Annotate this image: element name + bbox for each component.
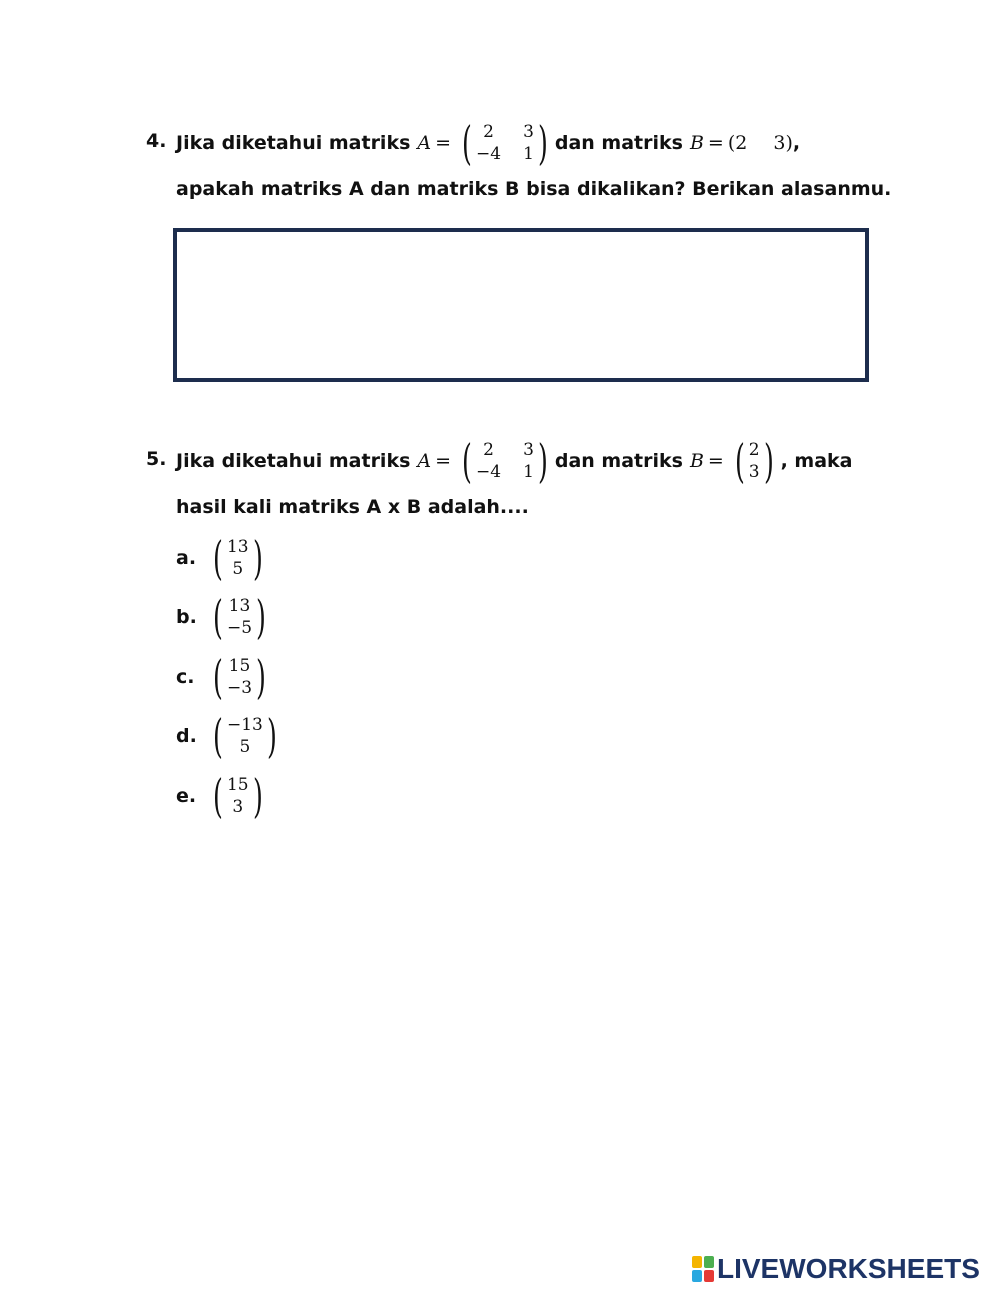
matrix-a: ( 2 3 −4 1 ) xyxy=(462,434,548,488)
option-b[interactable] xyxy=(176,590,273,644)
matrix-cell: 3 xyxy=(523,122,534,142)
equals-sign: = xyxy=(435,132,452,154)
option-label: a. xyxy=(176,547,197,569)
matrix-cell: 5 xyxy=(239,737,251,757)
punctuation: , xyxy=(792,132,801,154)
matrix-cell: 1 xyxy=(523,144,534,164)
question-text: Jika diketahui matriks xyxy=(176,450,411,472)
question-line-2 xyxy=(176,496,529,518)
matrix-cell: 1 xyxy=(523,462,534,482)
option-c[interactable] xyxy=(176,650,273,704)
matrix-label: A xyxy=(417,132,432,154)
question-text: , maka xyxy=(780,450,853,472)
matrix-label: B xyxy=(689,132,704,154)
matrix-cell: 3 xyxy=(773,132,786,154)
option-label: e. xyxy=(176,785,197,807)
matrix-cell: 2 xyxy=(735,132,748,154)
question-line-1 xyxy=(176,434,853,488)
matrix-label: A xyxy=(417,450,432,472)
matrix-cell: 13 xyxy=(226,537,249,557)
matrix-cell: 3 xyxy=(748,462,760,482)
option-e[interactable] xyxy=(176,769,270,823)
matrix-cell: 15 xyxy=(226,775,249,795)
option-matrix: ( 13 5 ) xyxy=(213,531,263,585)
logo-icon xyxy=(692,1256,714,1282)
option-matrix: ( 15 −3 ) xyxy=(213,650,266,704)
matrix-cell: 15 xyxy=(228,656,251,676)
matrix-a: ( 2 3 −4 1 ) xyxy=(462,116,548,170)
matrix-cell: −5 xyxy=(226,618,253,638)
logo-text: LIVEWORKSHEETS xyxy=(717,1253,980,1284)
matrix-cell: −4 xyxy=(476,144,502,164)
question-text: dan matriks xyxy=(554,450,683,472)
matrix-cell: 3 xyxy=(232,797,244,817)
question-number: 4. xyxy=(146,130,167,152)
option-matrix: ( −13 5 ) xyxy=(213,709,277,763)
matrix-cell: 2 xyxy=(483,440,494,460)
matrix-b: (2 3) xyxy=(727,132,793,154)
option-matrix: ( 13 −5 ) xyxy=(213,590,266,644)
option-a[interactable] xyxy=(176,531,270,585)
equals-sign: = xyxy=(707,132,724,154)
question-text: hasil kali matriks A x B adalah.... xyxy=(176,496,529,518)
option-label: c. xyxy=(176,666,195,688)
answer-textbox[interactable] xyxy=(173,228,869,382)
question-line-2 xyxy=(176,178,891,200)
matrix-cell: 5 xyxy=(232,559,244,579)
question-number: 5. xyxy=(146,448,167,470)
matrix-cell: −4 xyxy=(476,462,502,482)
question-text: apakah matriks A dan matriks B bisa dikalikan? Berikan alasanmu. xyxy=(176,178,892,200)
option-d[interactable] xyxy=(176,709,284,763)
matrix-b: ( 2 3 ) xyxy=(734,434,774,488)
liveworksheets-logo xyxy=(692,1253,980,1285)
equals-sign: = xyxy=(707,450,724,472)
question-line-1 xyxy=(176,116,801,170)
equals-sign: = xyxy=(435,450,452,472)
matrix-label: B xyxy=(689,450,704,472)
matrix-cell: −3 xyxy=(226,678,253,698)
matrix-cell: 2 xyxy=(483,122,494,142)
matrix-cell: 3 xyxy=(523,440,534,460)
matrix-cell: −13 xyxy=(226,715,263,735)
question-text: Jika diketahui matriks xyxy=(176,132,411,154)
option-label: b. xyxy=(176,606,197,628)
option-matrix: ( 15 3 ) xyxy=(213,769,263,823)
matrix-cell: 2 xyxy=(748,440,760,460)
matrix-cell: 13 xyxy=(228,596,251,616)
option-label: d. xyxy=(176,725,197,747)
question-text: dan matriks xyxy=(554,132,683,154)
